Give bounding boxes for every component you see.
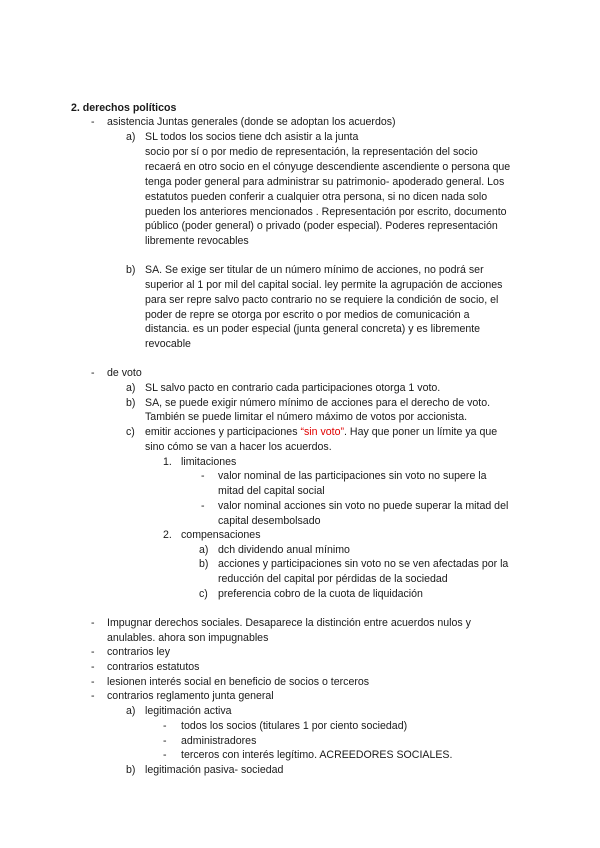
limitacion-line: valor nominal acciones sin voto no puede superar la mitad del: [218, 500, 509, 512]
list-marker: c): [126, 426, 135, 438]
compensacion-line: reducción del capital por pérdidas de la sociedad: [218, 573, 448, 585]
bullet-marker: -: [91, 367, 95, 379]
limitacion-line: capital desembolsado: [218, 515, 321, 527]
asistencia-a-line: libremente revocables: [145, 235, 249, 247]
list-marker: b): [126, 764, 136, 776]
asistencia-a-line: pueden los anteriores mencionados . Representación por escrito, documento: [145, 206, 507, 218]
asistencia-b-line: superior al 1 por mil del capital social. ley permite la agrupación de acciones: [145, 279, 503, 291]
bullet-marker: -: [91, 690, 95, 702]
asistencia-b-line: para ser repre salvo pacto contrario no se requiere la condición de socio, el: [145, 294, 499, 306]
impugnar-item: contrarios ley: [107, 646, 170, 658]
impugnar-line: anulables. ahora son impugnables: [107, 632, 269, 644]
voto-title: de voto: [107, 367, 142, 379]
asistencia-a-line: socio por sí o por medio de representación, la representación del socio: [145, 146, 478, 158]
list-marker: b): [126, 264, 136, 276]
compensacion-line: dch dividendo anual mínimo: [218, 544, 350, 556]
asistencia-a-line: estatutos pueden conferir a cualquier otra persona, si no dicen nada solo: [145, 191, 488, 203]
bullet-marker: -: [91, 676, 95, 688]
voto-c-text: emitir acciones y participaciones: [145, 426, 301, 438]
voto-c-text: . Hay que poner un límite ya que: [344, 426, 498, 438]
voto-b-line: También se puede limitar el número máximo de votos por accionista.: [145, 411, 468, 423]
bullet-marker: -: [91, 661, 95, 673]
compensaciones-title: compensaciones: [181, 529, 261, 541]
asistencia-a-line: recaerá en otro socio en el cónyuge descendiente ascendiente o persona que: [145, 161, 511, 173]
sin-voto-highlight: “sin voto”: [300, 426, 345, 438]
list-marker: a): [199, 544, 209, 556]
list-marker: a): [126, 382, 136, 394]
asistencia-a-line: público (poder general) o privado (poder especial). Poderes representación: [145, 220, 498, 232]
compensacion-line: preferencia cobro de la cuota de liquidación: [218, 588, 423, 600]
impugnar-item: contrarios reglamento junta general: [107, 690, 274, 702]
asistencia-b-line: poder de repre se otorga por escrito o por medios de comunicación a: [145, 309, 470, 321]
list-marker: a): [126, 131, 136, 143]
list-marker: b): [126, 397, 136, 409]
limitaciones-title: limitaciones: [181, 456, 237, 468]
bullet-marker: -: [163, 735, 167, 747]
asistencia-a-line: tenga poder general para administrar su patrimonio- apoderado general. Los: [145, 176, 505, 188]
limitacion-line: valor nominal de las participaciones sin voto no supere la: [218, 470, 487, 482]
impugnar-item: contrarios estatutos: [107, 661, 200, 673]
bullet-marker: -: [163, 720, 167, 732]
asistencia-b-line: SA. Se exige ser titular de un número mínimo de acciones, no podrá ser: [145, 264, 484, 276]
legitimacion-item: terceros con interés legítimo. ACREEDORES SOCIALES.: [181, 749, 453, 761]
voto-a-text: SL salvo pacto en contrario cada participaciones otorga 1 voto.: [145, 382, 441, 394]
bullet-marker: -: [91, 116, 95, 128]
asistencia-b-line: revocable: [145, 338, 191, 350]
impugnar-line: Impugnar derechos sociales. Desaparece la distinción entre acuerdos nulos y: [107, 617, 471, 629]
voto-b-line: SA, se puede exigir número mínimo de acciones para el derecho de voto.: [145, 397, 491, 409]
asistencia-b-line: distancia. es un poder especial (junta general concreta) y es libremente: [145, 323, 481, 335]
legitimacion-item: administradores: [181, 735, 257, 747]
bullet-marker: -: [91, 617, 95, 629]
section-heading: 2. derechos políticos: [71, 102, 177, 114]
legitimacion-pasiva-title: legitimación pasiva- sociedad: [145, 764, 284, 776]
list-marker: 2.: [163, 529, 172, 541]
bullet-marker: -: [163, 749, 167, 761]
asistencia-title: asistencia Juntas generales (donde se adoptan los acuerdos): [107, 116, 396, 128]
impugnar-item: lesionen interés social en beneficio de socios o terceros: [107, 676, 370, 688]
bullet-marker: -: [201, 470, 205, 482]
list-marker: 1.: [163, 456, 172, 468]
limitacion-line: mitad del capital social: [218, 485, 325, 497]
list-marker: c): [199, 588, 208, 600]
voto-c-line: sino cómo se van a hacer los acuerdos.: [145, 441, 332, 453]
list-marker: b): [199, 558, 209, 570]
voto-c-line: [145, 425, 497, 439]
bullet-marker: -: [91, 646, 95, 658]
legitimacion-item: todos los socios (titulares 1 por ciento sociedad): [181, 720, 408, 732]
list-marker: a): [126, 705, 136, 717]
compensacion-line: acciones y participaciones sin voto no se ven afectadas por la: [218, 558, 509, 570]
legitimacion-activa-title: legitimación activa: [145, 705, 232, 717]
asistencia-a-line: SL todos los socios tiene dch asistir a la junta: [145, 131, 359, 143]
bullet-marker: -: [201, 500, 205, 512]
